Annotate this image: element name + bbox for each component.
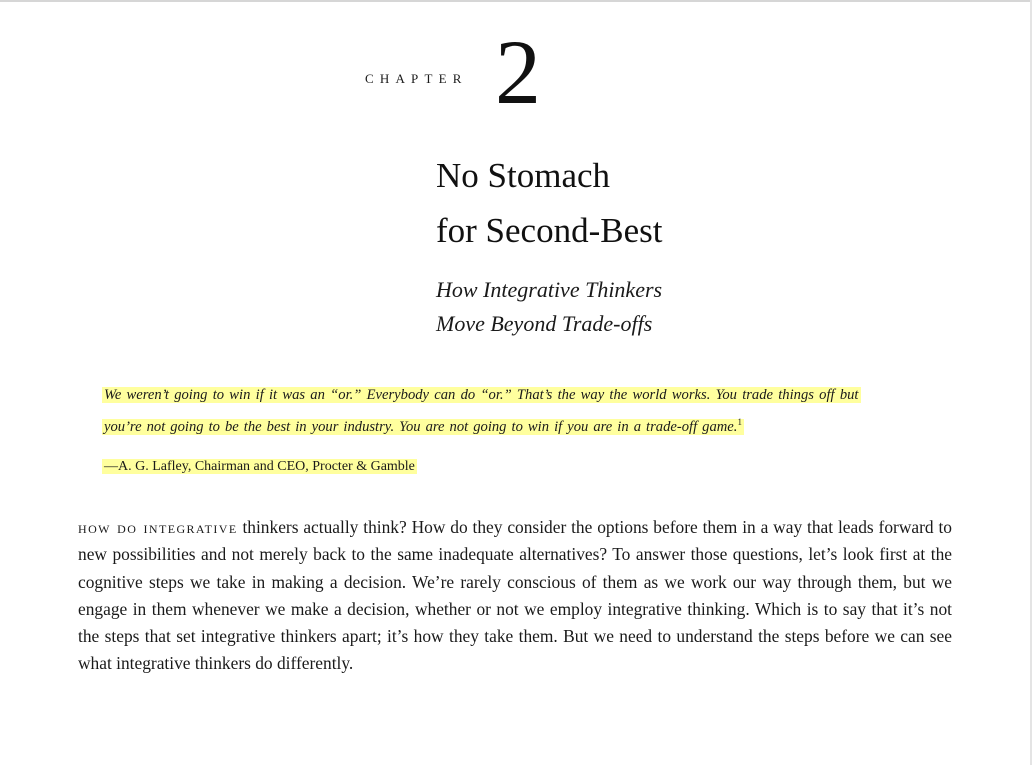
body-lead-in: how do integrative (78, 517, 238, 537)
epigraph-highlight-1: We weren’t going to win if it was an “or.” Everybody can do “or.” That’s the way the world works. You trade things off but (104, 387, 859, 403)
chapter-subtitle-line-1: How Integrative Thinkers (436, 277, 663, 302)
epigraph-attribution (102, 457, 417, 477)
epigraph-line-2-text: you’re not going to be the best in your industry. You are not going to win if you are in a trade-off game. (104, 419, 738, 435)
body-paragraph (78, 514, 952, 678)
footnote-marker[interactable]: 1 (737, 417, 742, 427)
page-top-border (0, 0, 1032, 2)
epigraph-line-2 (102, 412, 744, 437)
chapter-title-line-1: No Stomach (436, 156, 611, 195)
chapter-number: 2 (495, 21, 541, 123)
epigraph-line-1 (102, 385, 861, 405)
body-text: thinkers actually think? How do they consider the options before them in a way that leads forward to new possibilities and not merely back to the same inadequate alternatives? To answer those questions, let’s look first at the cognitive steps we take in making a decision. We’re rarely conscious of them as we work our way through them, but we engage in them whenever we make a decision, whether or not we employ integrative thinking. Which is to say that it’s not the steps that set integrative thinkers apart; it’s how they take them. But we need to understand the steps before we can see what integrative thinkers do differently. (78, 517, 952, 674)
epigraph-highlight-2 (102, 419, 744, 435)
chapter-label: CHAPTER (365, 71, 468, 86)
chapter-title-line-2: for Second-Best (436, 211, 663, 250)
chapter-subtitle-line-2: Move Beyond Trade-offs (436, 311, 653, 336)
attribution-highlight: —A. G. Lafley, Chairman and CEO, Procter & Gamble (104, 459, 415, 474)
